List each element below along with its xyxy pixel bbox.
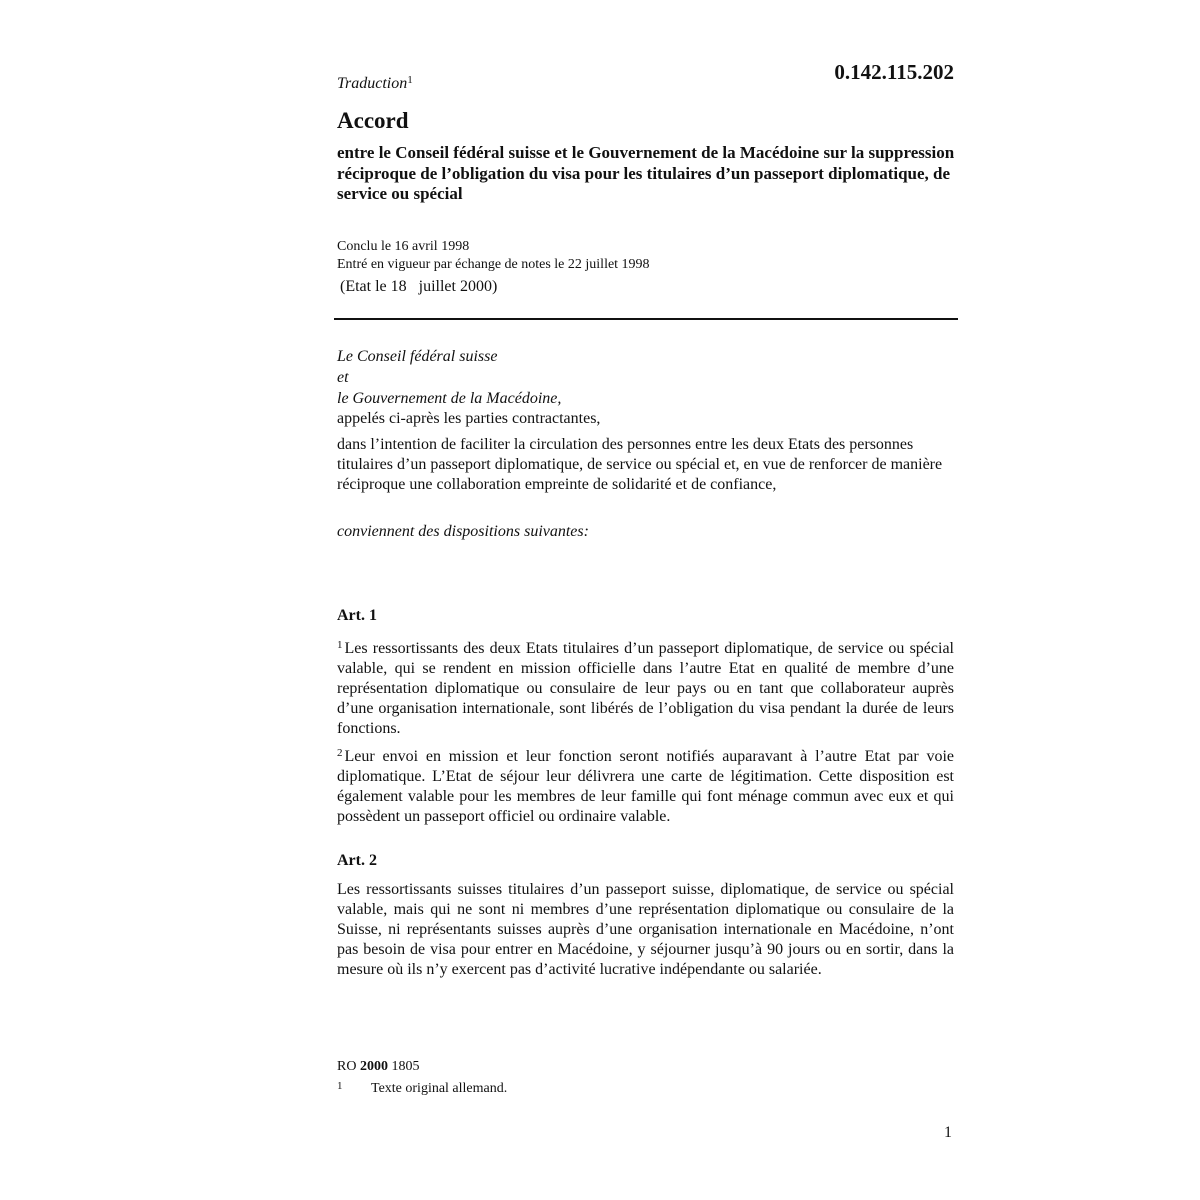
paragraph-text: Leur envoi en mission et leur fonction seront notifiés auparavant à l’autre Etat par voie diplomatique. L’Etat de séjour leur délivrera une carte de légitimation. Cette disposition est également valable pour les membres de leur famille qui font ménage commun avec eux et qui possèdent un passeport officiel ou ordinaire valable. (337, 748, 954, 825)
article-2-heading: Art. 2 (337, 852, 377, 869)
paragraph-number: 1 (337, 639, 343, 651)
footnote (337, 1080, 507, 1097)
concluded-date: Conclu le 16 avril 1998 (337, 239, 470, 254)
footnote-ref: 1 (407, 74, 413, 86)
preamble-parties-note: appelés ci-après les parties contractantes, (337, 410, 601, 427)
preamble-intention: dans l’intention de faciliter la circulation des personnes entre les deux Etats des personnes titulaires d’un passeport diplomatique, de service ou spécial et, en vue de renforcer de manière réciproque une collaboration empreinte de solidarité et de confiance, (337, 436, 943, 493)
document-number: 0.142.115.202 (834, 60, 954, 84)
preamble-party-1: Le Conseil fédéral suisse (337, 348, 498, 365)
header-divider (334, 318, 958, 320)
translation-text: Traduction (337, 75, 408, 92)
preamble-party-2: le Gouvernement de la Macédoine, (337, 390, 562, 407)
paragraph-text: Les ressortissants des deux Etats titulaires d’un passeport diplomatique, de service ou spécial valable, qui se rendent en mission officielle dans l’autre Etat en qualité de membre d’une représentation diplomatique ou consulaire de leur pays ou en tant que collaborateur auprès d’une organisation internationale, sont libérés de l’obligation du visa pendant la durée de leurs fonctions. (337, 640, 954, 737)
page-number: 1 (944, 1124, 952, 1141)
preamble-and: et (337, 369, 349, 386)
article-1-heading: Art. 1 (337, 607, 377, 624)
translation-label (337, 74, 413, 93)
page-subtitle: entre le Conseil fédéral suisse et le Gouvernement de la Macédoine sur la suppression réciproque de l’obligation du visa pour les titulaires d’un passeport diplomatique, de service ou spécial (337, 143, 955, 203)
status-date: (Etat le 18 juillet 2000) (340, 278, 498, 295)
preamble-agreement: conviennent des dispositions suivantes: (337, 523, 589, 540)
article-2-paragraph: Les ressortissants suisses titulaires d’un passeport suisse, diplomatique, de service ou spécial valable, mais qui ne sont ni membres d’une représentation diplomatique ou consulaire de la Suisse, ni représentants suisses auprès d’une organisation internationale en Macédoine, n’ont pas besoin de visa pour entrer en Macédoine, y séjourner jusqu’à 90 jours ou en sortir, dans la mesure où ils n’y exercent pas d’activité lucrative indépendante ou salariée. (337, 881, 954, 978)
ro-page: 1805 (391, 1059, 420, 1074)
footnote-number: 1 (337, 1080, 343, 1092)
page-title: Accord (337, 108, 409, 133)
paragraph-number: 2 (337, 747, 343, 759)
date-block (337, 238, 650, 274)
footnote-text: Texte original allemand. (371, 1081, 508, 1096)
ro-reference (337, 1059, 419, 1075)
article-1-paragraph-2 (337, 743, 954, 827)
entry-into-force-date: Entré en vigueur par échange de notes le 22 juillet 1998 (337, 257, 650, 272)
article-1-paragraph-1 (337, 635, 954, 739)
ro-prefix: RO (337, 1059, 357, 1074)
ro-year: 2000 (359, 1059, 388, 1074)
